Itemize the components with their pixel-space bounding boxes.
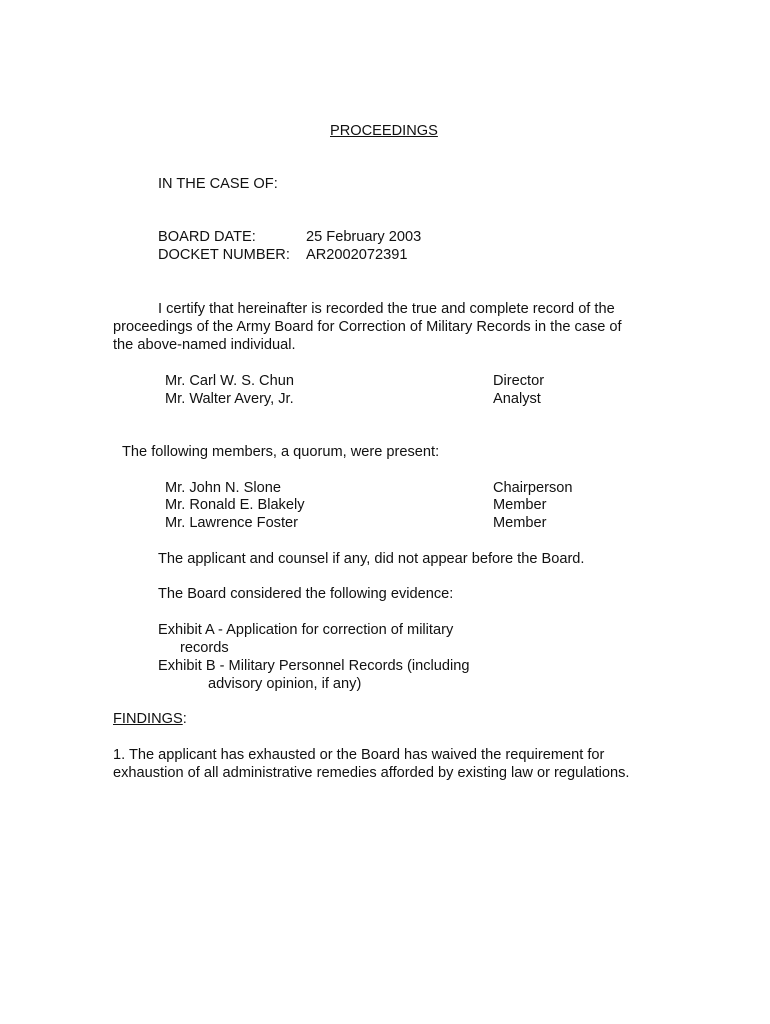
evidence-statement: The Board considered the following evidence: xyxy=(158,586,454,602)
certify-paragraph-line: the above-named individual. xyxy=(113,337,296,353)
findings-colon: : xyxy=(182,711,187,727)
quorum-statement: The following members, a quorum, were present: xyxy=(122,444,440,460)
exhibit-b-continuation: advisory opinion, if any) xyxy=(208,676,362,692)
certify-paragraph-line: I certify that hereinafter is recorded the true and complete record of the xyxy=(158,301,615,317)
staff-role: Analyst xyxy=(493,391,541,407)
findings-label: FINDINGS xyxy=(113,711,183,727)
member-role: Member xyxy=(493,497,547,513)
exhibit-a-continuation: records xyxy=(180,640,229,656)
member-name: Mr. Lawrence Foster xyxy=(165,515,299,531)
case-label: IN THE CASE OF: xyxy=(158,176,278,192)
appearance-statement: The applicant and counsel if any, did not appear before the Board. xyxy=(158,551,585,567)
staff-name: Mr. Walter Avery, Jr. xyxy=(165,391,294,407)
member-name: Mr. John N. Slone xyxy=(165,480,281,496)
certify-paragraph-line: proceedings of the Army Board for Correction of Military Records in the case of xyxy=(113,319,622,335)
member-role: Member xyxy=(493,515,547,531)
document-heading: PROCEEDINGS xyxy=(330,123,438,139)
staff-name: Mr. Carl W. S. Chun xyxy=(165,373,294,389)
finding-1-line: exhaustion of all administrative remedies afforded by existing law or regulations. xyxy=(113,765,630,781)
docket-number-label: DOCKET NUMBER: xyxy=(158,247,290,263)
exhibit-b-line: Exhibit B - Military Personnel Records (including xyxy=(158,658,470,674)
docket-number-value: AR2002072391 xyxy=(306,247,408,263)
member-name: Mr. Ronald E. Blakely xyxy=(165,497,305,513)
board-date-value: 25 February 2003 xyxy=(306,229,422,245)
finding-1-line: 1. The applicant has exhausted or the Board has waived the requirement for xyxy=(113,747,605,763)
findings-heading xyxy=(113,710,187,728)
staff-role: Director xyxy=(493,373,545,389)
exhibit-a-line: Exhibit A - Application for correction of military xyxy=(158,622,454,638)
board-date-label: BOARD DATE: xyxy=(158,229,256,245)
member-role: Chairperson xyxy=(493,480,573,496)
